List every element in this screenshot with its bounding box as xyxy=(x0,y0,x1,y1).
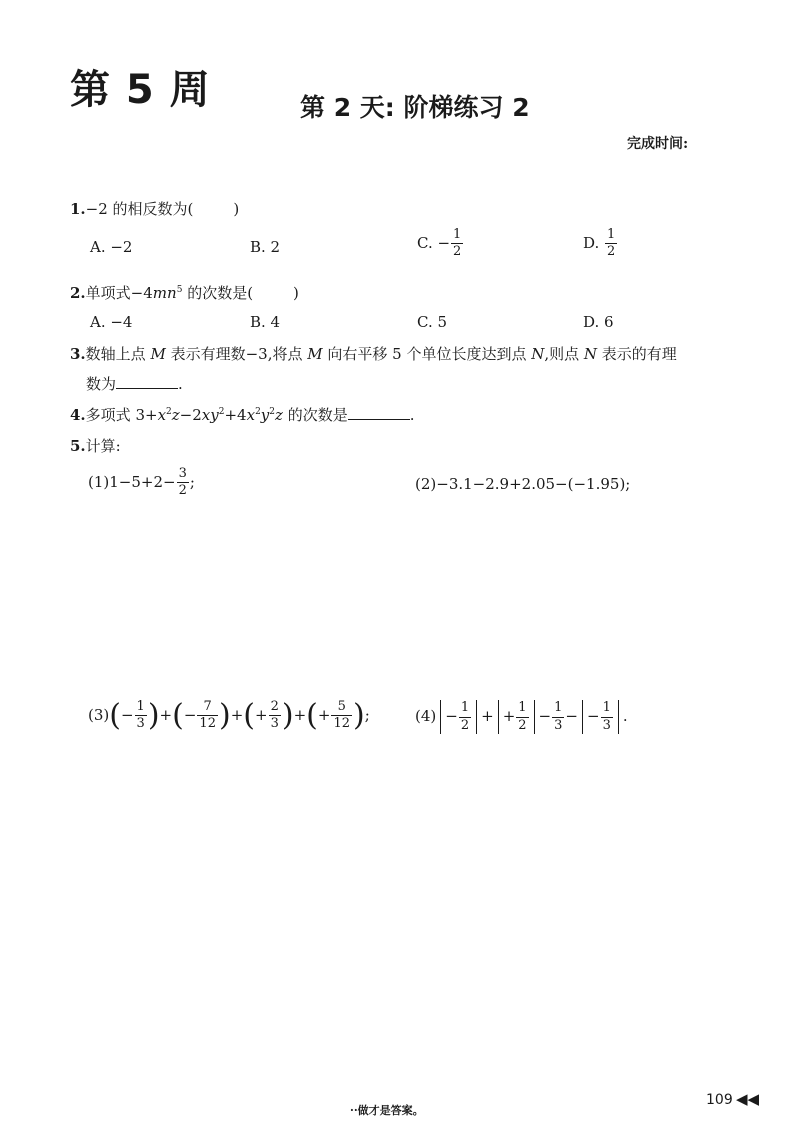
denominator: 3 xyxy=(554,717,563,733)
variable: M xyxy=(150,345,166,363)
fraction xyxy=(552,701,564,733)
numerator: 1 xyxy=(605,228,617,244)
question-text: −2 的相反数为( xyxy=(85,200,194,218)
expression: 1−5+2− xyxy=(109,472,176,491)
page-number: 109 xyxy=(706,1092,733,1108)
sub-question-2: (2)−3.1−2.9+2.05−(−1.95); xyxy=(415,475,631,493)
sign: + xyxy=(254,705,268,724)
variable: N xyxy=(583,345,598,363)
question-text-end: . xyxy=(178,375,183,393)
numerator: 2 xyxy=(269,700,281,716)
exponent: 5 xyxy=(176,285,183,295)
answer-blank[interactable] xyxy=(348,405,410,420)
exponent: 2 xyxy=(218,407,225,417)
expression-end: ; xyxy=(364,705,370,724)
question-5 xyxy=(70,435,121,456)
option-a: A. −4 xyxy=(90,313,133,331)
question-3 xyxy=(70,343,677,364)
question-3-line-2 xyxy=(86,373,183,394)
question-1 xyxy=(70,198,239,219)
variable: xy xyxy=(201,406,219,424)
numerator: 1 xyxy=(135,700,147,716)
denominator: 3 xyxy=(136,716,145,732)
option-d xyxy=(583,228,618,260)
day-title: 第 2 天: 阶梯练习 2 xyxy=(300,93,530,122)
question-text: 向右平移 5 个单位长度达到点 xyxy=(322,345,532,363)
numerator: 5 xyxy=(331,700,352,716)
denominator: 3 xyxy=(270,716,279,732)
numerator: 1 xyxy=(451,228,463,244)
fraction xyxy=(331,700,352,732)
question-number: 2. xyxy=(70,284,86,302)
operator: + xyxy=(481,707,494,725)
expression-end: ; xyxy=(189,472,195,491)
option-c xyxy=(417,228,464,260)
option-d: D. 6 xyxy=(583,313,614,331)
question-text-end: ) xyxy=(233,200,240,218)
fraction xyxy=(269,700,281,732)
operator: −2 xyxy=(179,406,202,424)
fraction xyxy=(601,701,613,733)
expression-end: . xyxy=(622,707,628,725)
sub-label: (4) xyxy=(415,707,437,725)
question-text: 数轴上点 xyxy=(85,345,151,363)
question-text-end: ) xyxy=(293,284,299,302)
denominator: 2 xyxy=(178,483,187,499)
fraction xyxy=(135,700,147,732)
numerator: 1 xyxy=(459,701,471,717)
operator: + xyxy=(159,705,173,724)
option-label: C. − xyxy=(417,233,451,252)
variable: z xyxy=(171,406,180,424)
sign: + xyxy=(317,705,331,724)
sub-question-3: (3)(− $\frac{1}{3}$ )+(− $\frac{7}{12}$ )+(+ $\frac{2}{3}$ )+(+ $\frac{5}{12}$ ); xyxy=(88,697,370,733)
operator: − xyxy=(538,707,552,725)
question-4 xyxy=(70,404,414,425)
question-text: 的次数是 xyxy=(282,406,348,424)
denominator: 2 xyxy=(460,717,470,733)
question-text: 表示的有理 xyxy=(597,345,677,363)
question-text: 表示有理数−3,将点 xyxy=(165,345,308,363)
sign: − xyxy=(120,705,134,724)
fraction xyxy=(459,701,471,733)
denominator: 12 xyxy=(333,716,350,732)
operator: + xyxy=(230,705,244,724)
numerator: 1 xyxy=(552,701,564,717)
option-b: B. 2 xyxy=(250,238,281,256)
variable: x xyxy=(157,406,167,424)
denominator: 2 xyxy=(453,244,462,260)
question-text: ,则点 xyxy=(544,345,584,363)
sign: − xyxy=(445,707,458,725)
sign: + xyxy=(502,707,516,725)
double-arrow-left-icon: ◀◀ xyxy=(736,1090,760,1108)
fraction xyxy=(197,700,218,732)
question-2 xyxy=(70,282,299,303)
answer-blank[interactable] xyxy=(116,374,178,389)
operator: + xyxy=(293,705,307,724)
fraction xyxy=(451,228,463,260)
numerator: 3 xyxy=(177,467,189,483)
exponent: 2 xyxy=(255,407,261,417)
variable: mn xyxy=(152,284,177,302)
fraction xyxy=(516,701,528,733)
denominator: 3 xyxy=(602,717,611,733)
footer-slogan: ··做才是答案。 xyxy=(350,1104,424,1117)
exponent: 2 xyxy=(269,407,276,417)
numerator: 1 xyxy=(516,701,528,717)
denominator: 12 xyxy=(199,716,216,732)
variable: M xyxy=(307,345,323,363)
sub-question-4 xyxy=(415,700,628,734)
sub-label: (1) xyxy=(88,472,110,491)
option-a: A. −2 xyxy=(90,238,133,256)
variable: N xyxy=(531,345,545,363)
sub-question-1 xyxy=(88,467,195,499)
question-number: 5. xyxy=(70,437,86,455)
question-text: 多项式 3+ xyxy=(85,406,158,424)
question-number: 1. xyxy=(70,200,86,218)
question-text-end: . xyxy=(409,406,415,424)
question-number: 3. xyxy=(70,345,86,363)
numerator: 7 xyxy=(197,700,218,716)
fraction xyxy=(177,467,189,499)
variable: x xyxy=(246,406,256,424)
variable: z xyxy=(275,406,283,424)
variable: y xyxy=(260,406,270,424)
option-c: C. 5 xyxy=(417,313,448,331)
exponent: 2 xyxy=(166,407,172,417)
completion-time-label: 完成时间: xyxy=(627,136,689,152)
option-label: D. xyxy=(583,233,600,252)
denominator: 2 xyxy=(607,244,616,260)
question-text: 的次数是( xyxy=(182,284,254,302)
sub-label: (3) xyxy=(88,705,110,724)
question-number: 4. xyxy=(70,406,86,424)
question-text: 数为 xyxy=(86,375,117,393)
option-b: B. 4 xyxy=(250,313,281,331)
denominator: 2 xyxy=(518,717,527,733)
fraction xyxy=(605,228,617,260)
week-heading: 第 5 周 xyxy=(70,67,211,113)
sign: − xyxy=(586,707,600,725)
operator: +4 xyxy=(224,406,247,424)
operator: − xyxy=(565,707,578,725)
question-text: 计算: xyxy=(85,437,121,455)
numerator: 1 xyxy=(601,701,613,717)
question-text: 单项式−4 xyxy=(85,284,153,302)
sign: − xyxy=(183,705,197,724)
